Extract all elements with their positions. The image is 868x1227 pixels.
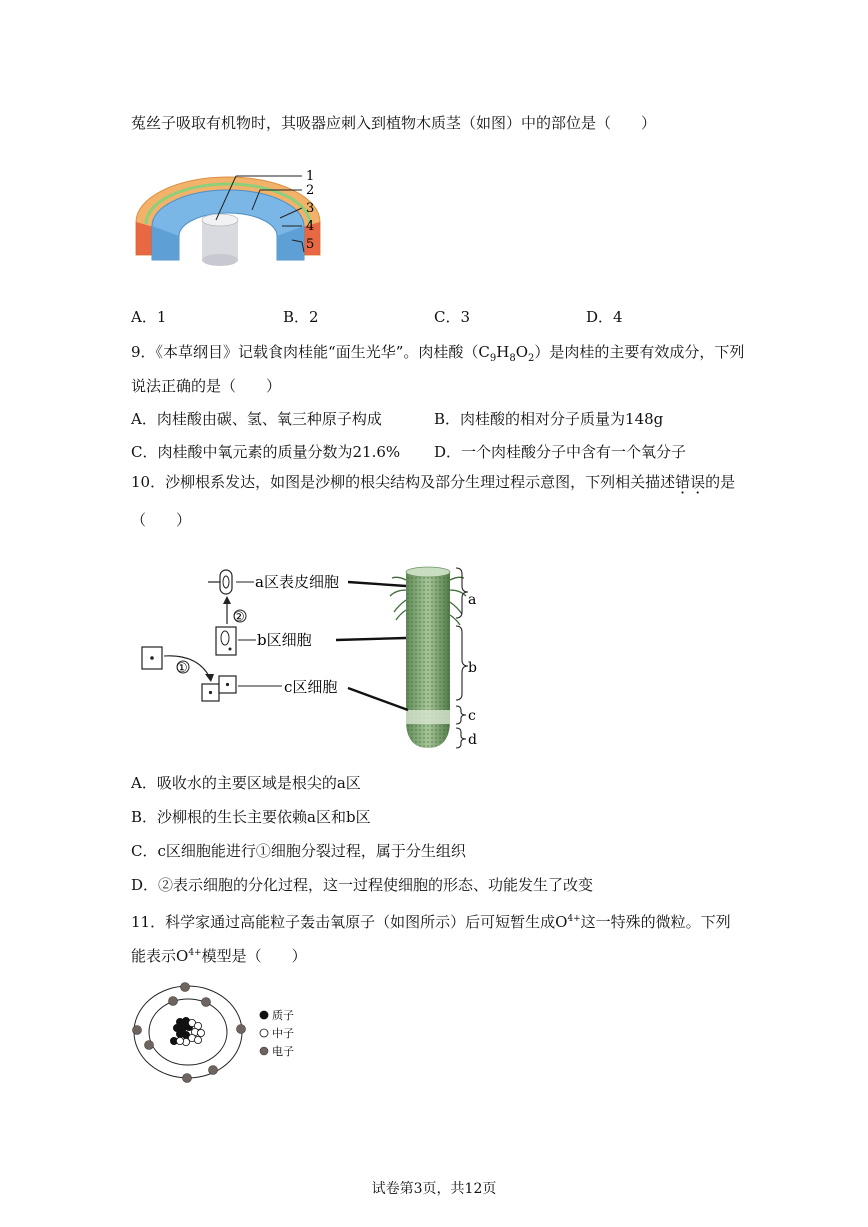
legend-proton: 质子: [272, 1009, 294, 1022]
q11-stem-part-a: 11．科学家通过高能粒子轰击氧原子（如图所示）后可短暂生成O: [131, 913, 568, 931]
legend-neutron: 中子: [272, 1027, 294, 1040]
q8-stem: 菟丝子吸取有机物时，其吸器应刺入到植物木质茎（如图）中的部位是（ ）: [131, 114, 657, 132]
q10-option-b[interactable]: B．沙柳根的生长主要依赖a区和b区: [131, 808, 371, 826]
q10-stem: [131, 472, 735, 492]
step-2-label: ②: [233, 610, 245, 625]
q11-stem-part-b: 这一特殊的微粒。下列: [580, 913, 731, 931]
q11-line2-part-a: 能表示O: [131, 947, 189, 965]
zone-label-d: d: [468, 732, 477, 748]
zone-label-c: c: [468, 708, 476, 724]
q10-option-a[interactable]: A．吸收水的主要区域是根尖的a区: [131, 774, 361, 792]
q9-stem-part-a: 9．《本草纲目》记载食肉桂能“面生光华”。肉桂酸（C: [131, 343, 490, 361]
q9-option-d[interactable]: D．一个肉桂酸分子中含有一个氧分子: [434, 443, 687, 461]
q9-sub-9: 9: [489, 353, 497, 364]
q10-stem-part-a: 10．沙柳根系发达，如图是沙柳的根尖结构及部分生理过程示意图，下列相关描述: [131, 473, 676, 491]
q10-stem-line2: （ ）: [131, 511, 192, 529]
page-footer: 试卷第3页，共12页: [371, 1181, 497, 1197]
q9-h: H: [496, 343, 510, 361]
q11-charge-sup-2: 4+: [188, 948, 202, 958]
q9-option-c[interactable]: C．肉桂酸中氧元素的质量分数为21.6%: [131, 443, 401, 461]
q8-option-c[interactable]: C．3: [434, 308, 471, 326]
q10-emphasis-1: 错: [675, 473, 691, 491]
zone-label-a: a: [468, 592, 477, 608]
stem-label-1: 1: [306, 169, 315, 184]
q11-stem-line2: [131, 943, 307, 966]
q9-option-a[interactable]: A．肉桂酸由碳、氢、氧三种原子构成: [131, 410, 382, 428]
q9-option-b[interactable]: B．肉桂酸的相对分子质量为148g: [434, 410, 664, 428]
stem-cross-section-figure: [132, 160, 332, 275]
q8-option-a[interactable]: A．1: [131, 308, 167, 326]
q8-option-b[interactable]: B．2: [283, 308, 319, 326]
zone-label-b: b: [468, 660, 477, 676]
step-1-label: ①: [176, 661, 188, 676]
q11-charge-sup: 4+: [567, 914, 581, 924]
oxygen-atom-model-figure: [128, 978, 308, 1098]
q11-stem: [131, 909, 731, 932]
q10-option-d[interactable]: D．②表示细胞的分化过程，这一过程使细胞的形态、功能发生了改变: [131, 876, 594, 894]
q9-sub-2: 2: [528, 353, 535, 364]
q10-stem-part-b: 的是: [705, 473, 736, 491]
q9-sub-8: 8: [509, 353, 516, 364]
stem-label-3: 3: [306, 201, 315, 216]
q8-option-d[interactable]: D．4: [586, 308, 623, 326]
q10-emphasis-2: 误: [690, 473, 706, 491]
legend-electron: 电子: [272, 1045, 294, 1058]
q9-stem-part-b: ）是肉桂的主要有效成分，下列: [534, 343, 745, 361]
q9-stem: [131, 342, 744, 369]
q9-stem-line2: 说法正确的是（ ）: [131, 377, 282, 395]
q10-option-c[interactable]: C．c区细胞能进行①细胞分裂过程，属于分生组织: [131, 842, 466, 860]
stem-label-4: 4: [306, 219, 315, 234]
q11-line2-part-b: 模型是（ ）: [201, 947, 307, 965]
root-tip-figure: [138, 560, 488, 755]
label-a-cell: a区表皮细胞: [255, 573, 339, 591]
label-c-cell: c区细胞: [284, 678, 338, 696]
q9-o: O: [515, 343, 529, 361]
stem-label-2: 2: [306, 183, 315, 198]
stem-label-5: 5: [306, 237, 315, 252]
label-b-cell: b区细胞: [257, 631, 312, 649]
